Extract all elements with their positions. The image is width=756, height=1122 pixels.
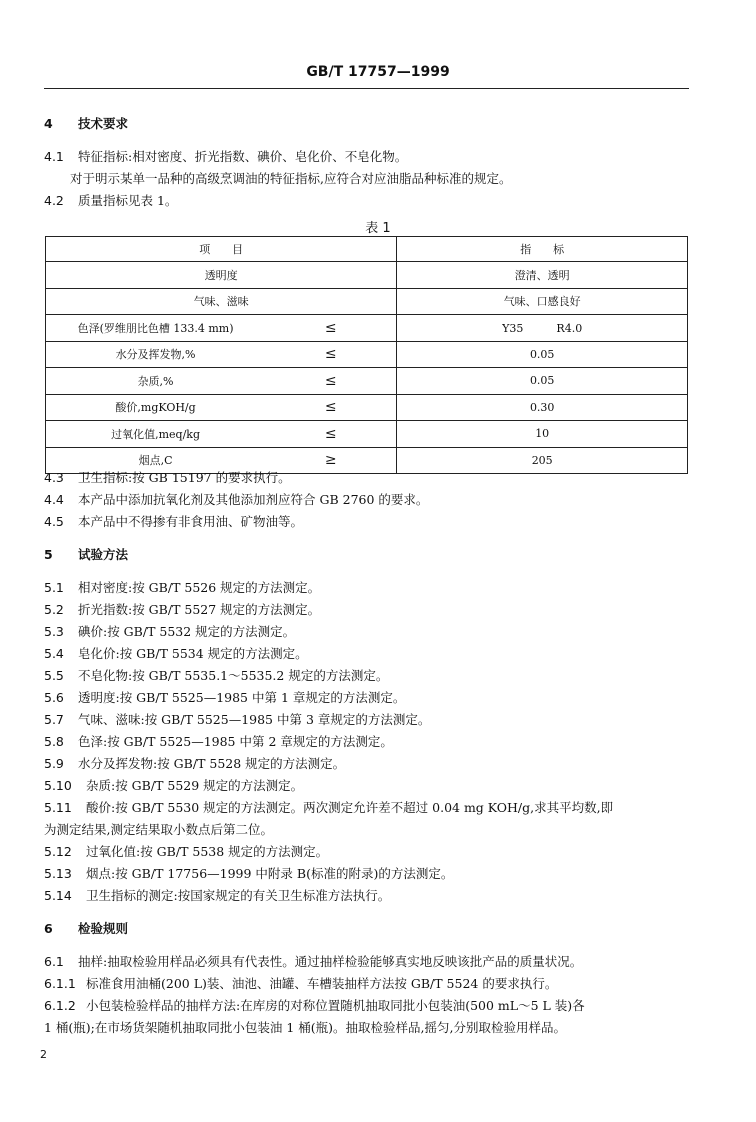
clause-5-13: [44, 866, 453, 882]
table-row: [46, 341, 688, 368]
row-item: 酸价,mgKOH/g: [46, 394, 266, 421]
clause-text: 1 桶(瓶);在市场货架随机抽取同批小包装油 1 桶(瓶)。抽取检验样品,摇匀,分别取检验用样品。: [44, 1020, 566, 1035]
clause-text: 卫生指标的测定:按国家规定的有关卫生标准方法执行。: [86, 888, 391, 903]
clause-text: 气味、滋味:按 GB/T 5525—1985 中第 3 章规定的方法测定。: [78, 712, 431, 727]
row-symbol: ≤: [265, 341, 397, 368]
row-item: 过氧化值,meq/kg: [46, 421, 266, 448]
row-symbol: ≤: [265, 421, 397, 448]
clause-5-4: [44, 646, 308, 662]
table-header-row: [46, 237, 688, 262]
clause-text: 过氧化值:按 GB/T 5538 规定的方法测定。: [86, 844, 329, 859]
clause-number: 6.1: [44, 954, 64, 969]
clause-text: 为测定结果,测定结果取小数点后第二位。: [44, 822, 273, 837]
clause-number: 5.8: [44, 734, 64, 749]
clause-text: 碘价:按 GB/T 5532 规定的方法测定。: [78, 624, 296, 639]
clause-number: 5.5: [44, 668, 64, 683]
clause-number: 5.2: [44, 602, 64, 617]
clause-text: 杂质:按 GB/T 5529 规定的方法测定。: [86, 778, 304, 793]
clause-text: 本产品中添加抗氧化剂及其他添加剂应符合 GB 2760 的要求。: [78, 492, 429, 507]
clause-number: 4.3: [44, 470, 64, 485]
clause-5-7: [44, 712, 430, 728]
clause-text: 透明度:按 GB/T 5525—1985 中第 1 章规定的方法测定。: [78, 690, 406, 705]
clause-5-2: [44, 602, 320, 618]
table-row: [46, 262, 688, 289]
header-rule: [44, 88, 689, 89]
row-value: Y35 R4.0: [397, 315, 688, 342]
clause-number: 5.12: [44, 844, 72, 859]
row-value: 0.30: [397, 394, 688, 421]
clause-text: 色泽:按 GB/T 5525—1985 中第 2 章规定的方法测定。: [78, 734, 393, 749]
table-row: [46, 315, 688, 342]
clause-5-11-cont: [44, 822, 273, 838]
row-value: 0.05: [397, 368, 688, 395]
clause-5-3: [44, 624, 295, 640]
row-value: 0.05: [397, 341, 688, 368]
section-title: 技术要求: [78, 116, 129, 131]
standard-header: GB/T 17757—1999: [306, 64, 450, 80]
row-symbol: ≤: [265, 368, 397, 395]
row-item: 色泽(罗维朋比色槽 133.4 mm): [46, 315, 266, 342]
table-row: [46, 394, 688, 421]
clause-text: 抽样:抽取检验用样品必须具有代表性。通过抽样检验能够真实地反映该批产品的质量状况。: [78, 954, 583, 969]
clause-number: 5.3: [44, 624, 64, 639]
clause-text: 水分及挥发物:按 GB/T 5528 规定的方法测定。: [78, 756, 346, 771]
clause-text: 烟点:按 GB/T 17756—1999 中附录 B(标准的附录)的方法测定。: [86, 866, 454, 881]
clause-number: 4.4: [44, 492, 64, 507]
row-symbol: ≤: [265, 394, 397, 421]
row-value: 澄清、透明: [397, 262, 688, 289]
row-symbol: ≥: [265, 447, 397, 474]
clause-number: 5.10: [44, 778, 72, 793]
clause-5-6: [44, 690, 405, 706]
clause-6-1-2: [44, 998, 585, 1014]
clause-5-5: [44, 668, 388, 684]
clause-text: 卫生指标:按 GB 15197 的要求执行。: [78, 470, 291, 485]
clause-number: 5.9: [44, 756, 64, 771]
clause-5-10: [44, 778, 303, 794]
table-caption: 表 1: [365, 221, 391, 236]
clause-number: 5.4: [44, 646, 64, 661]
row-item: 水分及挥发物,%: [46, 341, 266, 368]
section-6-heading: [44, 921, 128, 937]
clause-4-3: [44, 470, 291, 486]
clause-4-5: [44, 514, 303, 530]
clause-5-1: [44, 580, 320, 596]
header-value: 指 标: [397, 237, 688, 262]
section-4-heading: [44, 116, 128, 132]
section-number: 5: [44, 547, 53, 562]
page-number: 2: [40, 1048, 47, 1061]
clause-5-14: [44, 888, 390, 904]
clause-5-12: [44, 844, 328, 860]
row-value: 气味、口感良好: [397, 288, 688, 315]
clause-number: 4.1: [44, 149, 64, 164]
table-row: [46, 288, 688, 315]
section-title: 检验规则: [78, 921, 129, 936]
clause-number: 5.14: [44, 888, 72, 903]
clause-6-1-1: [44, 976, 557, 992]
section-title: 试验方法: [78, 547, 129, 562]
clause-text: 不皂化物:按 GB/T 5535.1～5535.2 规定的方法测定。: [78, 668, 389, 683]
section-number: 6: [44, 921, 53, 936]
section-5-heading: [44, 547, 128, 563]
clause-6-1: [44, 954, 582, 970]
header-item: 项 目: [46, 237, 397, 262]
clause-number: 5.7: [44, 712, 64, 727]
table-row: [46, 421, 688, 448]
clause-text: 酸价:按 GB/T 5530 规定的方法测定。两次测定允许差不超过 0.04 mg KOH/g,求其平均数,即: [86, 800, 614, 815]
clause-text: 质量指标见表 1。: [78, 193, 178, 208]
clause-number: 5.13: [44, 866, 72, 881]
quality-table: [45, 236, 688, 474]
row-item: 气味、滋味: [46, 288, 397, 315]
table-row: [46, 368, 688, 395]
clause-number: 6.1.1: [44, 976, 76, 991]
clause-number: 4.5: [44, 514, 64, 529]
row-item: 透明度: [46, 262, 397, 289]
clause-6-1-2-cont: [44, 1020, 566, 1036]
row-item: 杂质,%: [46, 368, 266, 395]
clause-text: 特征指标:相对密度、折光指数、碘价、皂化价、不皂化物。: [78, 149, 408, 164]
clause-number: 4.2: [44, 193, 64, 208]
clause-4-2: [44, 193, 177, 209]
clause-5-9: [44, 756, 345, 772]
clause-text: 折光指数:按 GB/T 5527 规定的方法测定。: [78, 602, 321, 617]
clause-4-1-note: 对于明示某单一品种的高级烹调油的特征指标,应符合对应油脂品种标准的规定。: [70, 171, 512, 186]
row-item: 烟点,C: [46, 447, 266, 474]
clause-4-1: [44, 149, 407, 165]
clause-number: 5.6: [44, 690, 64, 705]
clause-text: 小包装检验样品的抽样方法:在库房的对称位置随机抽取同批小包装油(500 mL～5 L 装)各: [86, 998, 585, 1013]
clause-5-11: [44, 800, 613, 816]
row-value: 205: [397, 447, 688, 474]
clause-number: 5.11: [44, 800, 72, 815]
clause-number: 6.1.2: [44, 998, 76, 1013]
clause-text: 皂化价:按 GB/T 5534 规定的方法测定。: [78, 646, 308, 661]
clause-number: 5.1: [44, 580, 64, 595]
clause-text: 标准食用油桶(200 L)装、油池、油罐、车槽装抽样方法按 GB/T 5524 的要求执行。: [86, 976, 558, 991]
row-symbol: ≤: [265, 315, 397, 342]
section-number: 4: [44, 116, 53, 131]
clause-text: 相对密度:按 GB/T 5526 规定的方法测定。: [78, 580, 321, 595]
clause-4-4: [44, 492, 428, 508]
clause-5-8: [44, 734, 393, 750]
clause-text: 本产品中不得掺有非食用油、矿物油等。: [78, 514, 304, 529]
row-value: 10: [397, 421, 688, 448]
